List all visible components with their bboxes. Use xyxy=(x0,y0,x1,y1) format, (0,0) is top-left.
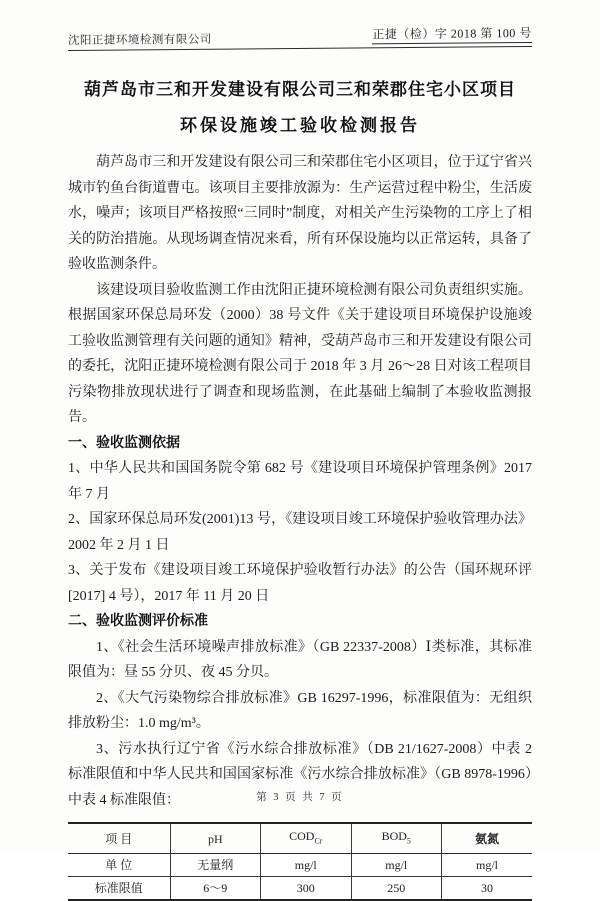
company-name: 沈阳正捷环境检测有限公司 xyxy=(67,33,212,48)
table-row-limit xyxy=(68,877,532,901)
table-cell: mg/l xyxy=(261,854,351,877)
standard-item-1: 1、《社会生活环境噪声排放标准》（GB 22337-2008）Ⅰ类标准，其标准限值为：昼 55 分贝、夜 45 分贝。 xyxy=(68,639,532,680)
table-cell: mg/l xyxy=(441,854,532,877)
basis-item-2: 2、国家环保总局环发(2001)13 号，《建设项目竣工环境保护验收管理办法》2002 年 2 月 1 日 xyxy=(68,512,532,553)
table-cell: 30 xyxy=(441,877,532,901)
table-cell: 6～9 xyxy=(170,877,260,901)
table-header-item: 项 目 xyxy=(68,823,170,854)
standard-item-2: 2、《大气污染物综合排放标准》GB 16297-1996，标准限值为：无组织排放粉尘：1.0 mg/m³。 xyxy=(68,690,532,731)
page-number: 第 3 页 共 7 页 xyxy=(256,792,344,803)
page-header xyxy=(68,24,532,51)
table-header-ammonia: 氨氮 xyxy=(441,823,532,854)
table-row-unit xyxy=(68,854,532,877)
table-header-cod: $COD_{Cr}$ xyxy=(261,823,351,854)
section2-heading: 二、验收监测评价标准 xyxy=(68,614,208,629)
section1-heading: 一、验收监测依据 xyxy=(68,435,180,451)
basis-item-1: 1、中华人民共和国国务院令第 682 号《建设项目环境保护管理条例》2017 年 7 月 xyxy=(68,461,532,502)
doc-number: 正捷（检）字 2018 第 100 号 xyxy=(372,24,532,44)
table-cell: 250 xyxy=(351,877,441,901)
table-header-ph: pH xyxy=(170,823,260,854)
intro-paragraph-1: 葫芦岛市三和开发建设有限公司三和荣郡住宅小区项目，位于辽宁省兴城市钓鱼台街道曹屯。该项目主要排放源为：生产运营过程中粉尘，生活废水，噪声；该项目严格按照“三同时”制度，对相关产生污染物的工序上了相关的防治措施。从现场调查情况来看，所有环保设施均以正常运转，具备了验收监测条件。 xyxy=(68,155,532,272)
table-header-row xyxy=(68,823,532,854)
report-title-line1: 葫芦岛市三和开发建设有限公司三和荣郡住宅小区项目 xyxy=(84,80,516,99)
basis-item-3: 3、关于发布《建设项目竣工环境保护验收暂行办法》的公告（国环规环评[2017] 4 号），2017 年 11 月 20 日 xyxy=(68,563,532,604)
report-title-line2: 环保设施竣工验收检测报告 xyxy=(180,116,420,135)
standard-item-3: 3、污水执行辽宁省《污水综合排放标准》（DB 21/1627-2008）中表 2 标准限值和中华人民共和国国家标准《污水综合排放标准》（GB 8978-1996）中表 4 标准限值： xyxy=(68,741,532,808)
row-label: 标准限值 xyxy=(94,881,143,896)
table-header-bod: $BOD_5$ xyxy=(351,823,441,854)
intro-paragraph-2: 该建设项目验收监测工作由沈阳正捷环境检测有限公司负责组织实施。根据国家环保总局环发（2000）38 号文件《关于建设项目环境保护设施竣工验收监测管理有关问题的通知》精神，受葫芦岛市三和开发建设有限公司的委托，沈阳正捷环境检测有限公司于 2018 年 3 月 26～28 日对该工程项目污染物排放现状进行了调查和现场监测，在此基础上编制了本验收监测报告。 xyxy=(68,282,532,425)
row-label: 单 位 xyxy=(68,854,170,877)
table-cell: 无量纲 xyxy=(170,854,260,877)
wastewater-standards-table xyxy=(68,822,532,901)
table-cell: mg/l xyxy=(351,854,441,877)
table-cell: 300 xyxy=(261,877,351,901)
